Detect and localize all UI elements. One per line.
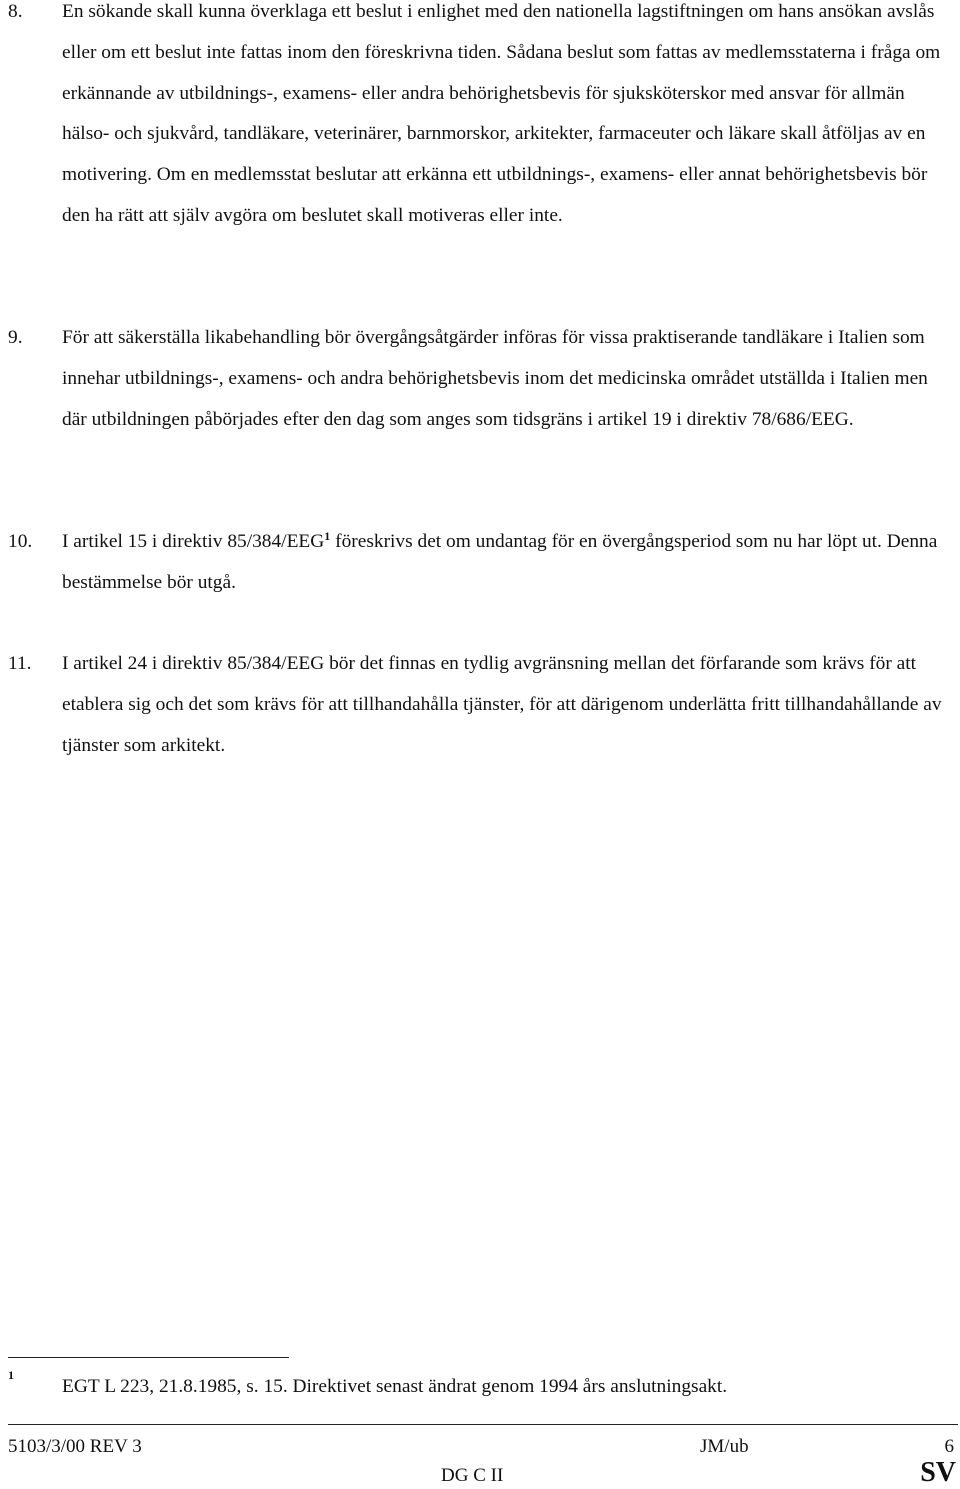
footnote-mark: 1 xyxy=(8,1368,14,1382)
footer-directorate: DG C II xyxy=(441,1465,504,1486)
paragraph-text-before-ref: I artikel 15 i direktiv 85/384/EEG xyxy=(62,531,325,552)
paragraph-number: 8. xyxy=(8,1,23,22)
paragraph-text: En sökande skall kunna överklaga ett beslut i enlighet med den nationella lagstiftningen om hans ansökan avslås eller om ett beslut inte fattas inom den föreskrivna tiden. Sådana beslut som fattas av medlemsstaterna i fråga om erkännande av utbildnings-, examens- eller andra behörighetsbevis för sjuksköterskor med ansvar för allmän hälso- och sjukvård, tandläkare, veterinärer, barnmorskor, arkitekter, farmaceuter och läkare skall åtföljas av en motivering. Om en medlemsstat beslutar att erkänna ett utbildnings-, examens- eller annat behörighetsbevis bör den ha rätt att själv avgöra om beslutet skall motiveras eller inte. xyxy=(62,1,941,226)
paragraph-text: I artikel 24 i direktiv 85/384/EEG bör det finnas en tydlig avgränsning mellan det förfarande som krävs för att etablera sig och det som krävs för att tillhandahålla tjänster, för att därigenom underlätta fritt tillhandahållande av tjänster som arkitekt. xyxy=(62,653,942,756)
footer-initials: JM/ub xyxy=(700,1436,749,1457)
paragraph-number: 9. xyxy=(8,327,23,348)
paragraph-10 xyxy=(0,522,960,604)
footer-language-code: SV xyxy=(920,1457,956,1488)
paragraph-text: För att säkerställa likabehandling bör övergångsåtgärder införas för vissa praktiserande tandläkare i Italien som innehar utbildnings-, examens- och andra behörighetsbevis inom det medicinska området utställda i Italien men där utbildningen påbörjades efter den dag som anges som tidsgräns i artikel 19 i direktiv 78/686/EEG. xyxy=(62,327,928,430)
paragraph-number: 10. xyxy=(8,531,33,552)
paragraph-9 xyxy=(0,318,960,440)
footer-page-number: 6 xyxy=(944,1436,954,1457)
footer-doc-ref: 5103/3/00 REV 3 xyxy=(8,1436,142,1457)
paragraph-text-after-ref: föreskrivs det om undantag för en övergångsperiod som nu har löpt ut. Denna bestämmelse bör utgå. xyxy=(62,531,938,593)
footnote-reference[interactable]: 1 xyxy=(324,529,331,543)
paragraph-11 xyxy=(0,644,960,766)
paragraph-number: 11. xyxy=(8,653,32,674)
footnote-separator xyxy=(8,1357,289,1358)
paragraph-text xyxy=(62,522,954,604)
paragraph-8 xyxy=(0,0,960,237)
footnote-text: EGT L 223, 21.8.1985, s. 15. Direktivet senast ändrat genom 1994 års anslutningsakt. xyxy=(62,1376,728,1397)
footer-separator xyxy=(8,1424,958,1425)
